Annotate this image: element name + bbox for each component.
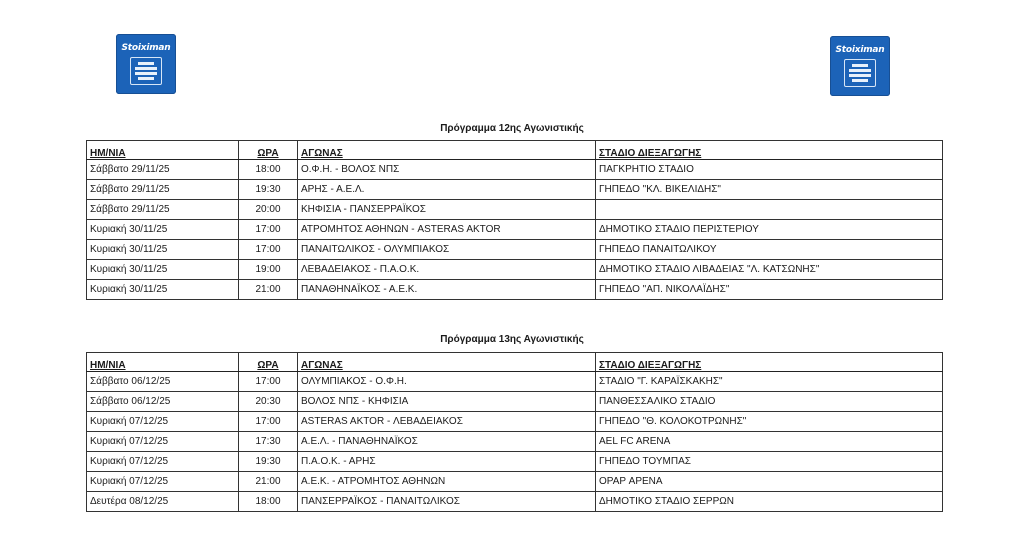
table-row [87,180,943,200]
stoiximan-logo-left [116,34,176,94]
cell-match: Π.Α.Ο.Κ. - ΑΡΗΣ [298,452,596,472]
cell-time: 17:00 [239,240,298,260]
cell-date: Κυριακή 30/11/25 [87,260,239,280]
table-header-row [87,353,943,372]
table-row [87,372,943,392]
cell-time: 19:00 [239,260,298,280]
cell-match: ΑΡΗΣ - Α.Ε.Λ. [298,180,596,200]
cell-date: Κυριακή 07/12/25 [87,432,239,452]
cell-match: Ο.Φ.Η. - ΒΟΛΟΣ ΝΠΣ [298,160,596,180]
table-row [87,240,943,260]
cell-date: Κυριακή 30/11/25 [87,220,239,240]
cell-stadium [596,200,943,220]
cell-time: 19:30 [239,452,298,472]
logo-text: Stoiximan [121,43,171,53]
column-header-time: ΩΡΑ [239,141,298,160]
round-13-title: Πρόγραμμα 13ης Αγωνιστικής [440,334,584,345]
cell-time: 21:00 [239,280,298,300]
table-row [87,492,943,512]
cell-time: 17:00 [239,372,298,392]
cell-time: 17:30 [239,432,298,452]
cell-time: 20:30 [239,392,298,412]
cell-date: Σάββατο 29/11/25 [87,180,239,200]
cell-date: Κυριακή 07/12/25 [87,412,239,432]
table-row [87,472,943,492]
cell-match: ΠΑΝΑΙΤΩΛΙΚΟΣ - ΟΛΥΜΠΙΑΚΟΣ [298,240,596,260]
cell-date: Κυριακή 07/12/25 [87,452,239,472]
cell-date: Κυριακή 07/12/25 [87,472,239,492]
cell-time: 20:00 [239,200,298,220]
cell-time: 21:00 [239,472,298,492]
cell-time: 19:30 [239,180,298,200]
cell-stadium: ΣΤΑΔΙΟ "Γ. ΚΑΡΑΪΣΚΑΚΗΣ" [596,372,943,392]
table-header-row [87,141,943,160]
cell-match: ΑΤΡΟΜΗΤΟΣ ΑΘΗΝΩΝ - ASTERAS AKTOR [298,220,596,240]
logo-badge-icon [130,57,162,85]
cell-stadium: ΠΑΝΘΕΣΣΑΛΙΚΟ ΣΤΑΔΙΟ [596,392,943,412]
cell-date: Κυριακή 30/11/25 [87,240,239,260]
column-header-date: ΗΜ/ΝΙΑ [87,353,239,372]
column-header-stadium: ΣΤΑΔΙΟ ΔΙΕΞΑΓΩΓΗΣ [596,353,943,372]
table-row [87,220,943,240]
stoiximan-logo-right [830,36,890,96]
cell-date: Δευτέρα 08/12/25 [87,492,239,512]
table-row [87,200,943,220]
cell-time: 17:00 [239,220,298,240]
cell-stadium: ΓΗΠΕΔΟ "ΑΠ. ΝΙΚΟΛΑΪΔΗΣ" [596,280,943,300]
cell-match: ΠΑΝΑΘΗΝΑΪΚΟΣ - Α.Ε.Κ. [298,280,596,300]
column-header-match: ΑΓΩΝΑΣ [298,141,596,160]
cell-match: ΟΛΥΜΠΙΑΚΟΣ - Ο.Φ.Η. [298,372,596,392]
cell-match: ΠΑΝΣΕΡΡΑΪΚΟΣ - ΠΑΝΑΙΤΩΛΙΚΟΣ [298,492,596,512]
cell-stadium: ΠΑΓΚΡΗΤΙΟ ΣΤΑΔΙΟ [596,160,943,180]
cell-match: ΒΟΛΟΣ ΝΠΣ - ΚΗΦΙΣΙΑ [298,392,596,412]
cell-match: Α.Ε.Λ. - ΠΑΝΑΘΗΝΑΪΚΟΣ [298,432,596,452]
column-header-date: ΗΜ/ΝΙΑ [87,141,239,160]
table-row [87,280,943,300]
logo-text: Stoiximan [835,45,885,55]
cell-date: Σάββατο 06/12/25 [87,372,239,392]
logo-badge-icon [844,59,876,87]
column-header-match: ΑΓΩΝΑΣ [298,353,596,372]
cell-stadium: ΓΗΠΕΔΟ "Θ. ΚΟΛΟΚΟΤΡΩΝΗΣ" [596,412,943,432]
table-row [87,392,943,412]
cell-time: 18:00 [239,160,298,180]
cell-stadium: ΓΗΠΕΔΟ ΤΟΥΜΠΑΣ [596,452,943,472]
cell-match: Α.Ε.Κ. - ΑΤΡΟΜΗΤΟΣ ΑΘΗΝΩΝ [298,472,596,492]
table-row [87,412,943,432]
cell-stadium: AEL FC ARENA [596,432,943,452]
cell-stadium: ΔΗΜΟΤΙΚΟ ΣΤΑΔΙΟ ΣΕΡΡΩΝ [596,492,943,512]
cell-stadium: ΓΗΠΕΔΟ "ΚΛ. ΒΙΚΕΛΙΔΗΣ" [596,180,943,200]
column-header-stadium: ΣΤΑΔΙΟ ΔΙΕΞΑΓΩΓΗΣ [596,141,943,160]
cell-stadium: ΓΗΠΕΔΟ ΠΑΝΑΙΤΩΛΙΚΟΥ [596,240,943,260]
cell-date: Σάββατο 06/12/25 [87,392,239,412]
cell-match: ΚΗΦΙΣΙΑ - ΠΑΝΣΕΡΡΑΪΚΟΣ [298,200,596,220]
table-row [87,260,943,280]
cell-match: ASTERAS AKTOR - ΛΕΒΑΔΕΙΑΚΟΣ [298,412,596,432]
round-12-title: Πρόγραμμα 12ης Αγωνιστικής [440,123,584,134]
cell-date: Σάββατο 29/11/25 [87,200,239,220]
cell-stadium: OPAP ΑΡΕΝΑ [596,472,943,492]
round-13-table [86,352,943,512]
table-row [87,452,943,472]
round-12-table [86,140,943,300]
table-row [87,160,943,180]
column-header-time: ΩΡΑ [239,353,298,372]
cell-date: Κυριακή 30/11/25 [87,280,239,300]
cell-stadium: ΔΗΜΟΤΙΚΟ ΣΤΑΔΙΟ ΛΙΒΑΔΕΙΑΣ "Λ. ΚΑΤΣΩΝΗΣ" [596,260,943,280]
cell-match: ΛΕΒΑΔΕΙΑΚΟΣ - Π.Α.Ο.Κ. [298,260,596,280]
cell-time: 17:00 [239,412,298,432]
cell-stadium: ΔΗΜΟΤΙΚΟ ΣΤΑΔΙΟ ΠΕΡΙΣΤΕΡΙΟΥ [596,220,943,240]
table-row [87,432,943,452]
cell-time: 18:00 [239,492,298,512]
cell-date: Σάββατο 29/11/25 [87,160,239,180]
